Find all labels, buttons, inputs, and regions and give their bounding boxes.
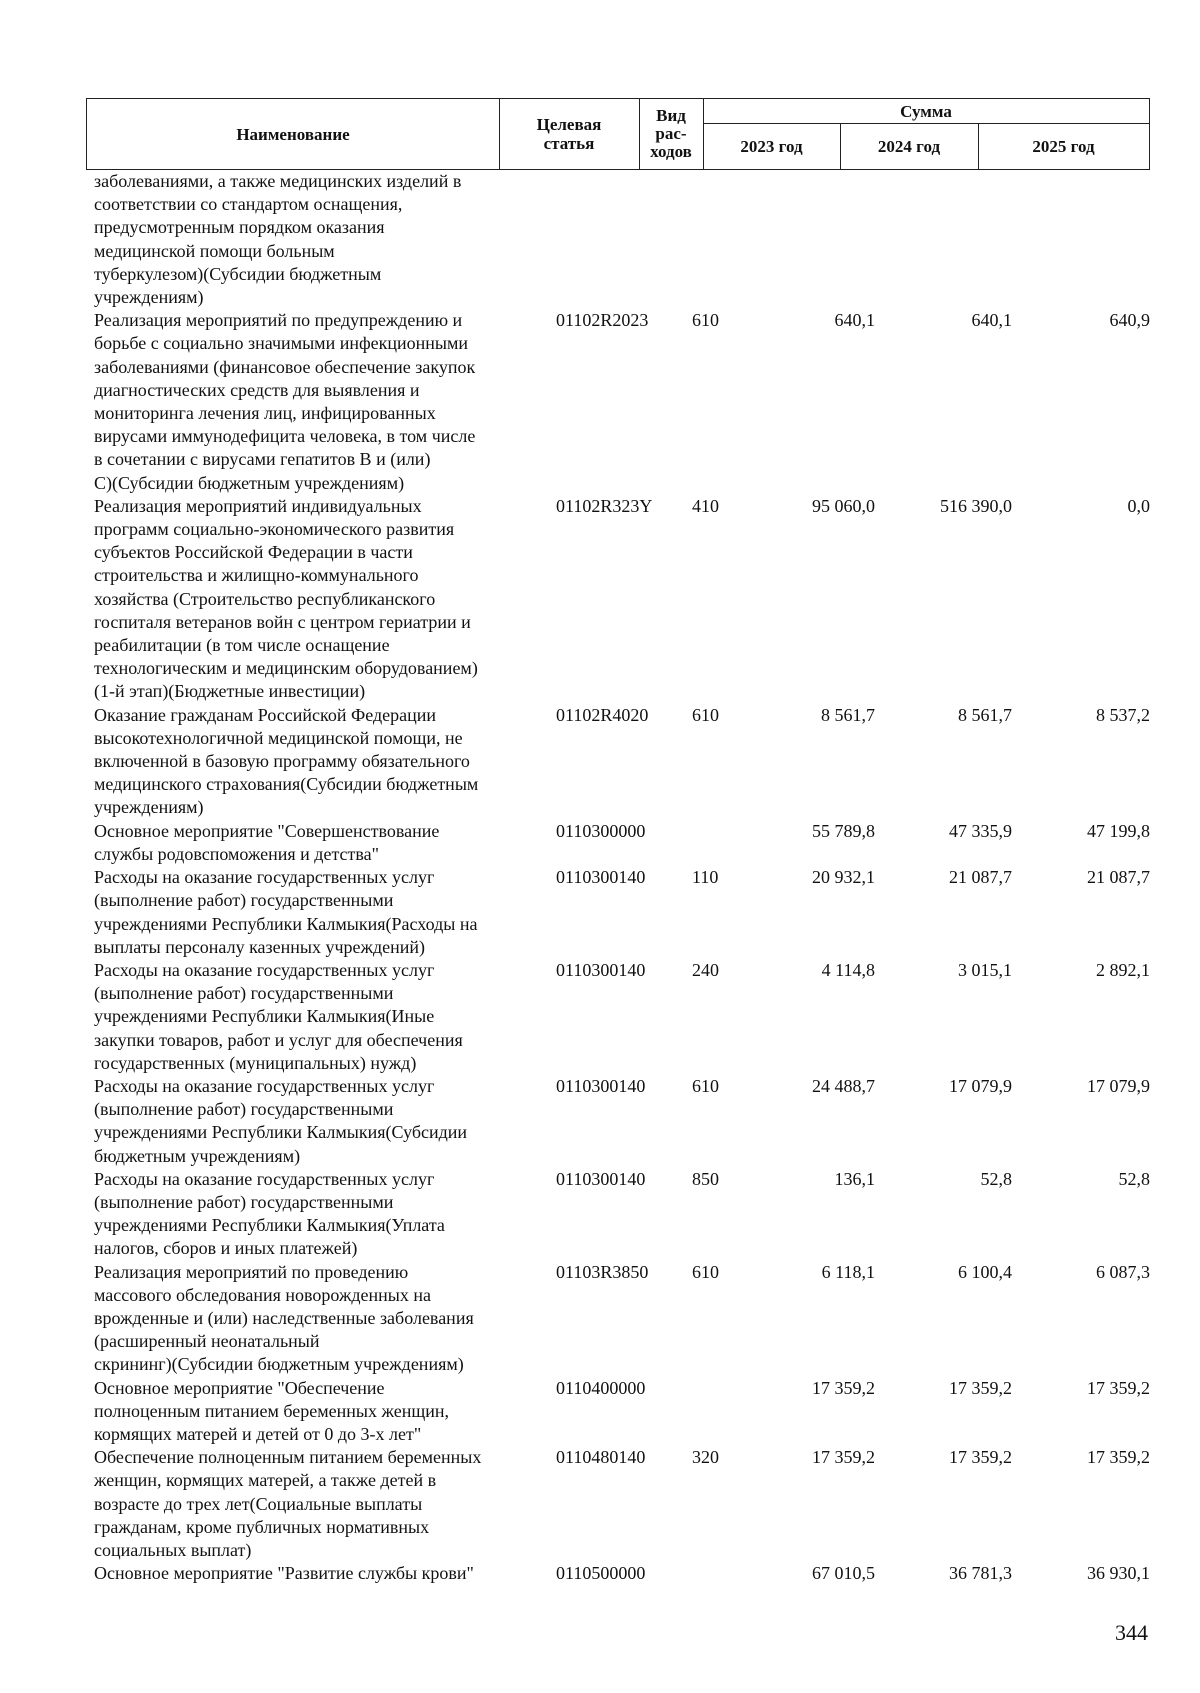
row-code: 01102R323Y xyxy=(556,495,653,516)
row-2023: 640,1 xyxy=(834,310,875,331)
row-name: Расходы на оказание государственных услуг (выполнение работ) государственными учреждениями Республики Калмыкия(Субсидии бюджетным учреждениям) xyxy=(94,1075,468,1166)
row-code: 0110300000 xyxy=(556,820,646,841)
row-name: Основное мероприятие "Обеспечение полноценным питанием беременных женщин, кормящих матерей и детей от 0 до 3-х лет" xyxy=(94,1377,449,1444)
row-2025: 47 199,8 xyxy=(1087,820,1150,841)
table-row xyxy=(0,820,1200,866)
row-type: 610 xyxy=(692,704,719,725)
row-2023: 4 114,8 xyxy=(821,959,875,980)
row-name: Реализация мероприятий по проведению массового обследования новорожденных на врожденные и (или) наследственные заболевания (расширенный неонатальный скрининг)(Субсидии бюджетным учреждениям) xyxy=(94,1261,474,1375)
table-row xyxy=(0,1562,1200,1585)
row-code: 0110300140 xyxy=(556,1168,646,1189)
row-2023: 136,1 xyxy=(834,1168,875,1189)
row-2023: 24 488,7 xyxy=(812,1075,875,1096)
header-2025: 2025 год xyxy=(1032,136,1095,156)
table-row xyxy=(0,1377,1200,1447)
row-type: 610 xyxy=(692,1261,719,1282)
row-2023: 55 789,8 xyxy=(812,820,875,841)
row-2023: 20 932,1 xyxy=(812,867,875,888)
row-2023: 17 359,2 xyxy=(812,1447,875,1468)
table-row xyxy=(0,309,1200,495)
row-2024: 21 087,7 xyxy=(949,867,1012,888)
row-code: 0110500000 xyxy=(556,1563,646,1584)
row-2025: 6 087,3 xyxy=(1096,1261,1150,1282)
header-2023: 2023 год xyxy=(740,136,803,156)
row-name: Реализация мероприятий индивидуальных программ социально-экономического развития субъектов Российской Федерации в части строительства и жилищно-коммунального хозяйства (Строительство республиканского госпиталя ветеранов войн с центром гериатрии и реабилитации (в том числе оснащение технологическим и медицинским оборудованием) (1-й этап)(Бюджетные инвестиции) xyxy=(94,495,478,702)
row-code: 0110400000 xyxy=(556,1377,646,1398)
row-2024: 516 390,0 xyxy=(940,495,1012,516)
header-name: Наименование xyxy=(236,124,350,144)
row-2025: 17 359,2 xyxy=(1087,1447,1150,1468)
row-2024: 8 561,7 xyxy=(958,704,1012,725)
row-code: 01102R4020 xyxy=(556,704,649,725)
row-2024: 17 359,2 xyxy=(949,1447,1012,1468)
row-type: 240 xyxy=(692,959,719,980)
row-2025: 8 537,2 xyxy=(1096,704,1150,725)
row-type: 320 xyxy=(692,1447,719,1468)
row-code: 0110480140 xyxy=(556,1447,646,1468)
table-row xyxy=(0,1075,1200,1168)
table-row xyxy=(0,704,1200,820)
row-2025: 52,8 xyxy=(1118,1168,1150,1189)
row-code: 0110300140 xyxy=(556,1075,646,1096)
table-row xyxy=(0,170,1200,309)
row-2023: 95 060,0 xyxy=(812,495,875,516)
row-2024: 17 359,2 xyxy=(949,1377,1012,1398)
row-2025: 2 892,1 xyxy=(1096,959,1150,980)
row-2025: 36 930,1 xyxy=(1087,1563,1150,1584)
row-2024: 640,1 xyxy=(971,310,1012,331)
row-2025: 640,9 xyxy=(1109,310,1150,331)
row-2024: 3 015,1 xyxy=(958,959,1012,980)
row-code: 0110300140 xyxy=(556,959,646,980)
row-name: Основное мероприятие "Совершенствование службы родовспоможения и детства" xyxy=(94,820,440,864)
row-type: 410 xyxy=(692,495,719,516)
table-row xyxy=(0,959,1200,1075)
row-2023: 17 359,2 xyxy=(812,1377,875,1398)
row-2023: 6 118,1 xyxy=(821,1261,875,1282)
row-type: 610 xyxy=(692,1075,719,1096)
row-name: Расходы на оказание государственных услуг (выполнение работ) государственными учреждениями Республики Калмыкия(Расходы на выплаты персоналу казенных учреждений) xyxy=(94,867,478,957)
row-2024: 52,8 xyxy=(980,1168,1012,1189)
row-2025: 0,0 xyxy=(1127,495,1150,516)
row-code: 0110300140 xyxy=(556,867,646,888)
row-code: 01103R3850 xyxy=(556,1261,649,1282)
row-name: заболеваниями, а также медицинских изделий в соответствии со стандартом оснащения, предусмотренным порядком оказания медицинской помощи больным туберкулезом)(Субсидии бюджетным учреждениям) xyxy=(94,171,462,308)
row-name: Основное мероприятие "Развитие службы крови" xyxy=(94,1563,474,1584)
row-name: Расходы на оказание государственных услуг (выполнение работ) государственными учреждениями Республики Калмыкия(Иные закупки товаров, работ и услуг для обеспечения государственных (муниципальных) нужд) xyxy=(94,959,463,1073)
table-row xyxy=(0,1168,1200,1261)
table-row xyxy=(0,1261,1200,1377)
row-type: 110 xyxy=(692,867,719,888)
header-2024: 2024 год xyxy=(877,136,941,156)
table-row xyxy=(0,866,1200,959)
row-2025: 17 079,9 xyxy=(1087,1075,1150,1096)
table-row xyxy=(0,495,1200,704)
header-expense-type: Вид рас- ходов xyxy=(650,106,692,161)
row-2024: 17 079,9 xyxy=(949,1075,1012,1096)
page-number: 344 xyxy=(1115,1620,1148,1645)
row-2023: 67 010,5 xyxy=(812,1563,875,1584)
table-row xyxy=(0,1446,1200,1562)
row-type: 850 xyxy=(692,1168,719,1189)
row-name: Оказание гражданам Российской Федерации высокотехнологичной медицинской помощи, не включенной в базовую программу обязательного медицинского страхования(Субсидии бюджетным учреждениям) xyxy=(94,704,479,818)
row-code: 01102R2023 xyxy=(556,310,649,331)
header-sum: Сумма xyxy=(900,101,952,121)
row-2024: 6 100,4 xyxy=(958,1261,1012,1282)
row-name: Обеспечение полноценным питанием беременных женщин, кормящих матерей, а также детей в возрасте до трех лет(Социальные выплаты гражданам, кроме публичных нормативных социальных выплат) xyxy=(94,1447,482,1560)
table-body xyxy=(0,170,1200,1585)
row-name: Расходы на оказание государственных услуг (выполнение работ) государственными учреждениями Республики Калмыкия(Уплата налогов, сборов и иных платежей) xyxy=(94,1168,445,1259)
row-2023: 8 561,7 xyxy=(821,704,875,725)
table-header xyxy=(86,98,1150,170)
row-type: 610 xyxy=(692,310,719,331)
row-2024: 47 335,9 xyxy=(949,820,1012,841)
row-2025: 21 087,7 xyxy=(1087,867,1150,888)
header-target: Целевая статья xyxy=(536,115,602,153)
row-name: Реализация мероприятий по предупреждению и борьбе с социально значимыми инфекционными заболеваниями (финансовое обеспечение закупок диагностических средств для выявления и мониторинга лечения лиц, инфицированных вирусами иммунодефицита человека, в том числе в сочетании с вирусами гепатитов В и (или) С)(Субсидии бюджетным учреждениям) xyxy=(94,310,476,493)
row-2025: 17 359,2 xyxy=(1087,1377,1150,1398)
row-2024: 36 781,3 xyxy=(949,1563,1012,1584)
